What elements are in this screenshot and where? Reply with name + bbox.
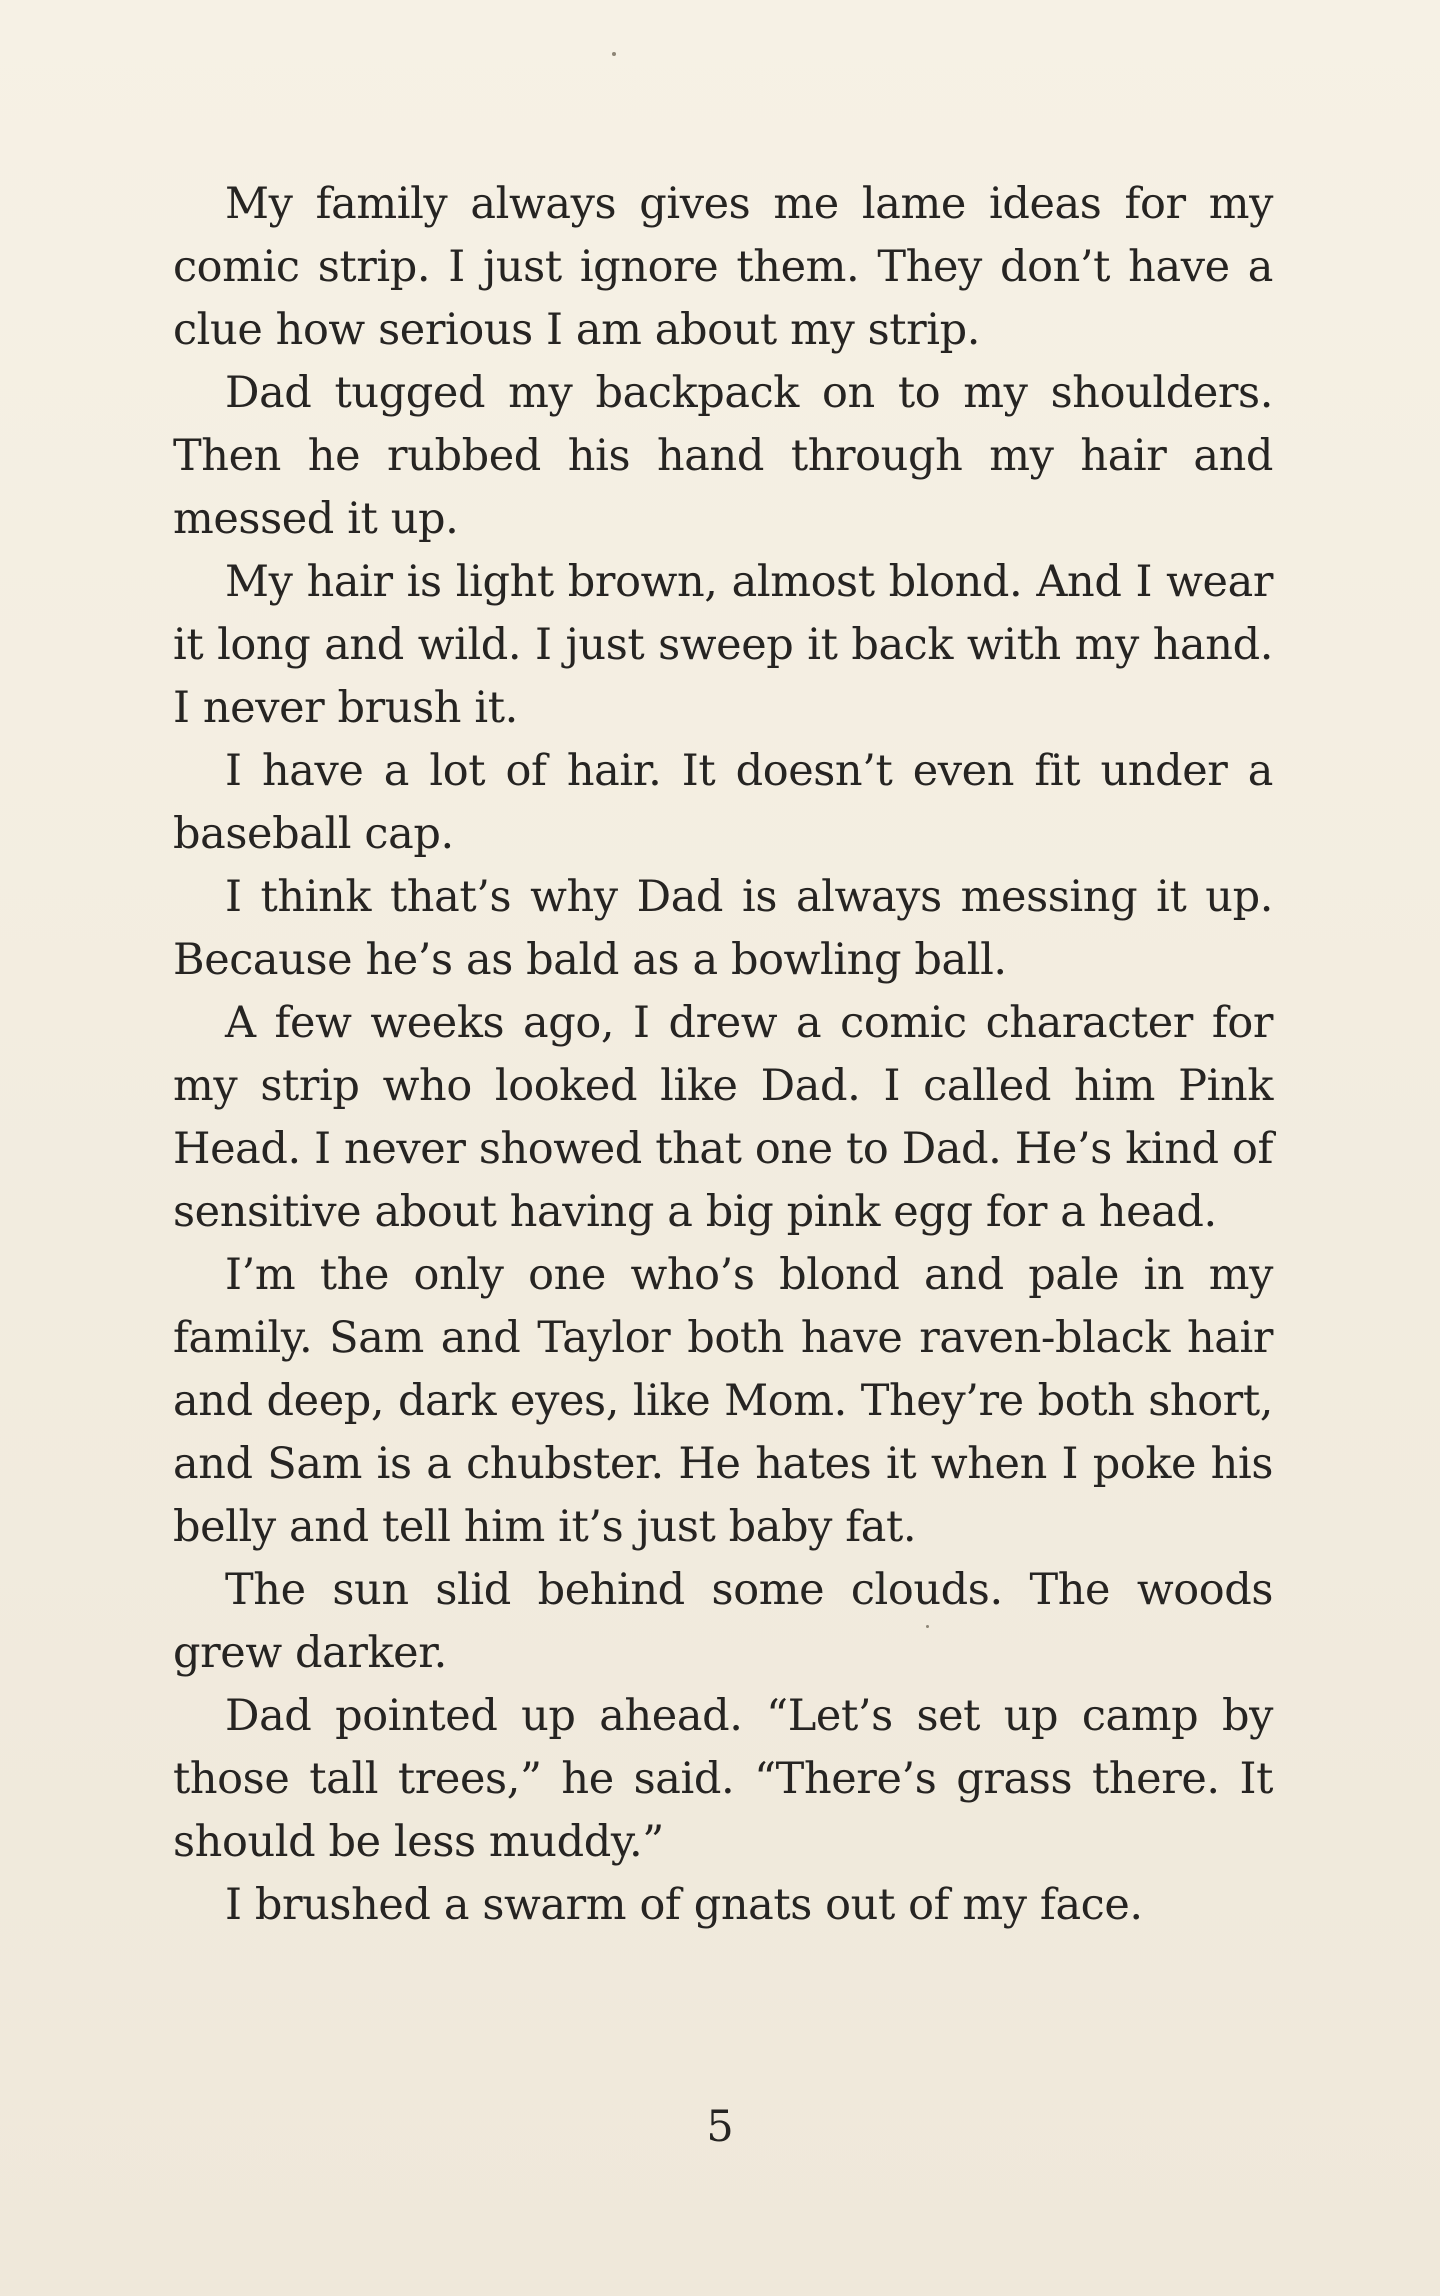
paragraph: Dad tugged my backpack on to my shoulders. Then he rubbed his hand through my hair and messed it up. — [173, 368, 1273, 544]
paragraph: A few weeks ago, I drew a comic character for my strip who looked like Dad. I called him Pink Head. I never showed that one to Dad. He’s kind of sensitive about having a big pink egg for a head. — [173, 998, 1273, 1237]
paper-speck — [612, 52, 616, 56]
paragraph: My family always gives me lame ideas for my comic strip. I just ignore them. They don’t have a clue how serious I am about my strip. — [173, 179, 1273, 355]
paragraph: My hair is light brown, almost blond. And I wear it long and wild. I just sweep it back with my hand. I never brush it. — [173, 557, 1273, 733]
paragraph: Dad pointed up ahead. “Let’s set up camp by those tall trees,” he said. “There’s grass there. It should be less muddy.” — [173, 1691, 1273, 1867]
paragraph: I think that’s why Dad is always messing it up. Because he’s as bald as a bowling ball. — [173, 872, 1273, 985]
paragraph: I brushed a swarm of gnats out of my face. — [225, 1880, 1143, 1930]
paragraph: I have a lot of hair. It doesn’t even fit under a baseball cap. — [173, 746, 1273, 859]
paragraph: The sun slid behind some clouds. The woods grew darker. — [173, 1565, 1273, 1678]
body-text — [173, 173, 1273, 1937]
paragraph: I’m the only one who’s blond and pale in my family. Sam and Taylor both have raven-black hair and deep, dark eyes, like Mom. They’re both short, and Sam is a chubster. He hates it when I poke his belly and tell him it’s just baby fat. — [173, 1250, 1273, 1552]
page-number: 5 — [706, 2102, 734, 2152]
